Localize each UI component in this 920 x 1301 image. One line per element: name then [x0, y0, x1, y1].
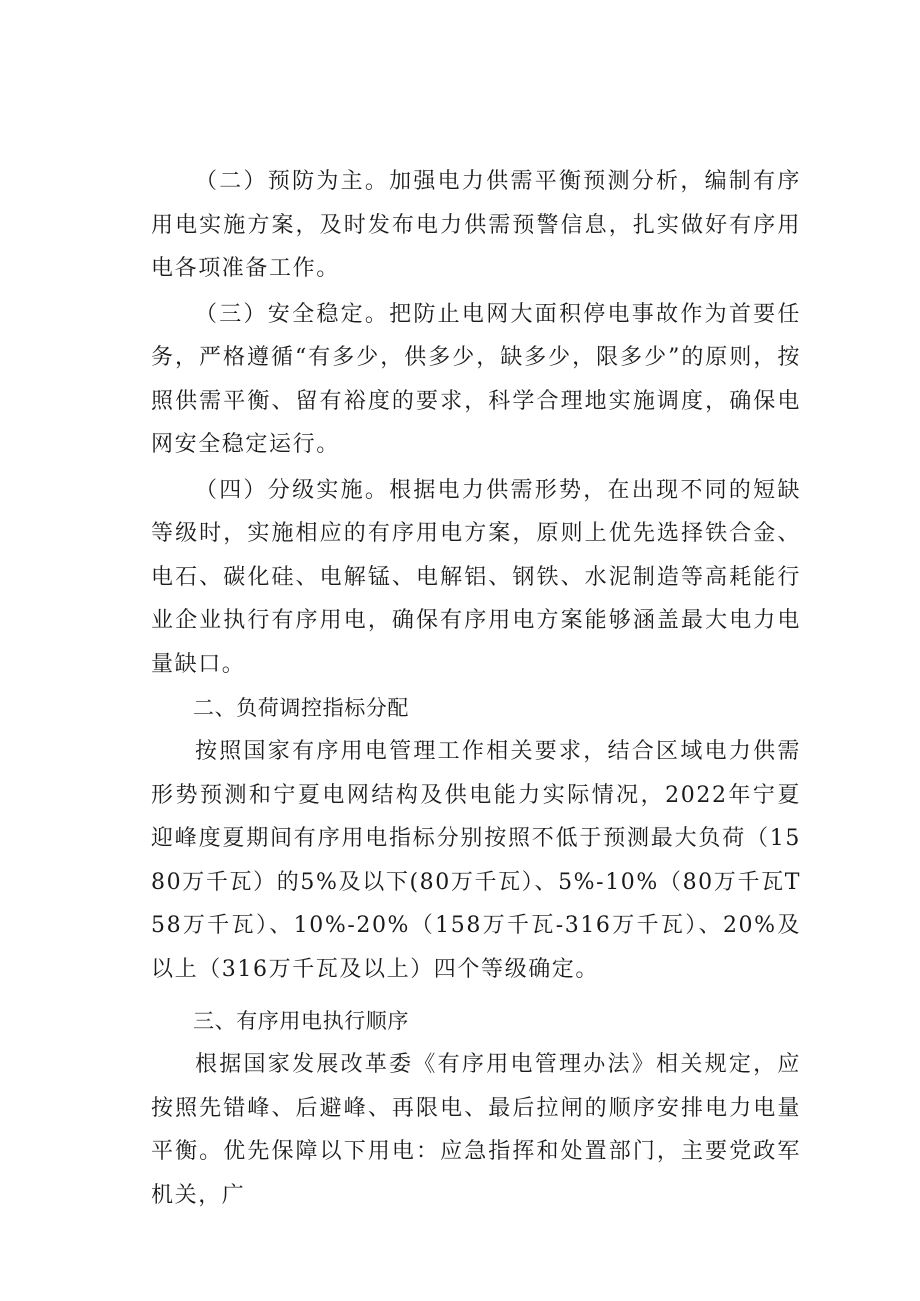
section-heading-load-allocation: 二、负荷调控指标分配: [193, 696, 409, 720]
paragraph-safety-stability: （三）安全稳定。把防止电网大面积停电事故作为首要任务，严格遵循“有多少，供多少，缺多少，限多少”的原则，按照供需平衡、留有裕度的要求，科学合理地实施调度，确保电网安全稳定运行。: [151, 301, 801, 457]
section-heading-execution-order: 三、有序用电执行顺序: [193, 1009, 409, 1033]
paragraph-load-allocation: 按照国家有序用电管理工作相关要求，结合区域电力供需形势预测和宁夏电网结构及供电能力实际情况，2022年宁夏迎峰度夏期间有序用电指标分别按照不低于预测最大负荷（1580万千瓦）的5%及以下(80万千瓦）、5%-10%（80万千瓦T58万千瓦）、10%-20%（158万千瓦-316万千瓦）、20%及以上（316万千瓦及以上）四个等级确定。: [151, 739, 801, 982]
paragraph-prevention-first: （二）预防为主。加强电力供需平衡预测分析，编制有序用电实施方案，及时发布电力供需预警信息，扎实做好有序用电各项准备工作。: [151, 169, 801, 281]
document-body: [151, 160, 801, 1217]
paragraph-spacer: [151, 991, 801, 999]
paragraph-graded-implementation: （四）分级实施。根据电力供需形势，在出现不同的短缺等级时，实施相应的有序用电方案，原则上优先选择铁合金、电石、碳化硅、电解锰、电解铝、钢铁、水泥制造等高耗能行业企业执行有序用电，确保有序用电方案能够涵盖最大电力电量缺口。: [151, 477, 801, 677]
paragraph-execution-order: 根据国家发展改革委《有序用电管理办法》相关规定，应按照先错峰、后避峰、再限电、最后拉闸的顺序安排电力电量平衡。优先保障以下用电：应急指挥和处置部门，主要党政军机关，广: [151, 1052, 801, 1208]
